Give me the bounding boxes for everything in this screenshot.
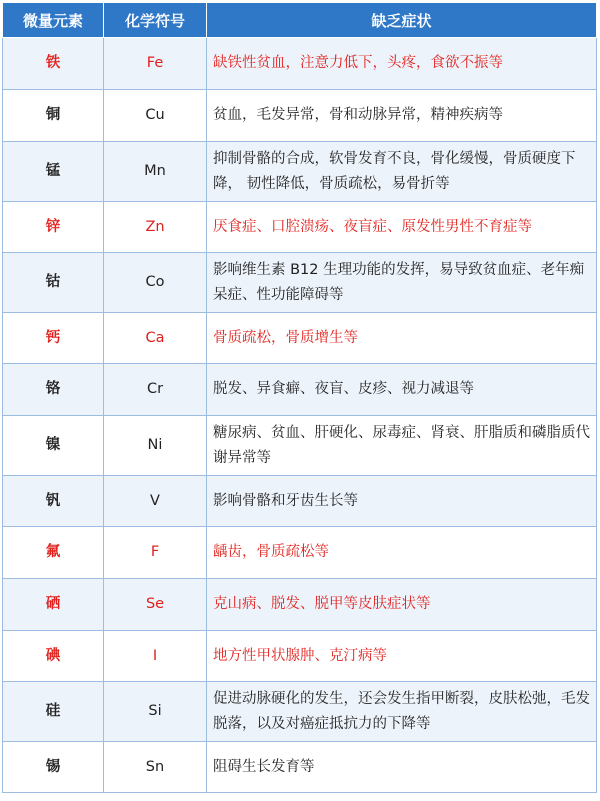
chemical-symbol-cell: F — [104, 527, 207, 579]
chemical-symbol-cell: Cu — [104, 90, 207, 142]
chemical-symbol-cell: Co — [104, 253, 207, 313]
column-header-element: 微量元素 — [3, 3, 104, 38]
table-body — [3, 38, 597, 793]
chemical-symbol-cell: Si — [104, 682, 207, 742]
element-name-cell: 锌 — [3, 202, 104, 253]
table-row — [3, 202, 597, 253]
chemical-symbol-cell: I — [104, 631, 207, 682]
element-name-cell: 锡 — [3, 742, 104, 793]
element-name-cell: 碘 — [3, 631, 104, 682]
table-header — [3, 3, 597, 38]
table-row — [3, 364, 597, 416]
element-name-cell: 铜 — [3, 90, 104, 142]
trace-elements-table — [2, 2, 597, 793]
chemical-symbol-cell: Ni — [104, 416, 207, 476]
table-row — [3, 90, 597, 142]
table-row — [3, 313, 597, 364]
deficiency-symptom-cell: 缺铁性贫血，注意力低下，头疼，食欲不振等 — [207, 38, 597, 90]
chemical-symbol-cell: Mn — [104, 142, 207, 202]
deficiency-symptom-cell: 骨质疏松，骨质增生等 — [207, 313, 597, 364]
table-row — [3, 527, 597, 579]
table-row — [3, 579, 597, 631]
element-name-cell: 硒 — [3, 579, 104, 631]
deficiency-symptom-cell: 促进动脉硬化的发生，还会发生指甲断裂，皮肤松弛，毛发脱落，以及对癌症抵抗力的下降等 — [207, 682, 597, 742]
deficiency-symptom-cell: 脱发、异食癖、夜盲、皮疹、视力减退等 — [207, 364, 597, 416]
deficiency-symptom-cell: 阻碍生长发育等 — [207, 742, 597, 793]
chemical-symbol-cell: V — [104, 476, 207, 527]
deficiency-symptom-cell: 贫血，毛发异常，骨和动脉异常，精神疾病等 — [207, 90, 597, 142]
element-name-cell: 铁 — [3, 38, 104, 90]
chemical-symbol-cell: Fe — [104, 38, 207, 90]
table-row — [3, 253, 597, 313]
column-header-symptom: 缺乏症状 — [207, 3, 597, 38]
table-row — [3, 682, 597, 742]
deficiency-symptom-cell: 克山病、脱发、脱甲等皮肤症状等 — [207, 579, 597, 631]
table-row — [3, 142, 597, 202]
deficiency-symptom-cell: 影响维生素 B12 生理功能的发挥，易导致贫血症、老年痴呆症、性功能障碍等 — [207, 253, 597, 313]
header-row — [3, 3, 597, 38]
table-row — [3, 742, 597, 793]
deficiency-symptom-cell: 地方性甲状腺肿、克汀病等 — [207, 631, 597, 682]
column-header-symbol: 化学符号 — [104, 3, 207, 38]
deficiency-symptom-cell: 抑制骨骼的合成，软骨发育不良，骨化缓慢，骨质硬度下降， 韧性降低，骨质疏松，易骨折等 — [207, 142, 597, 202]
deficiency-symptom-cell: 厌食症、口腔溃疡、夜盲症、原发性男性不育症等 — [207, 202, 597, 253]
deficiency-symptom-cell: 糖尿病、贫血、肝硬化、尿毒症、肾衰、肝脂质和磷脂质代谢异常等 — [207, 416, 597, 476]
table-row — [3, 631, 597, 682]
element-name-cell: 镍 — [3, 416, 104, 476]
chemical-symbol-cell: Sn — [104, 742, 207, 793]
element-name-cell: 锰 — [3, 142, 104, 202]
chemical-symbol-cell: Cr — [104, 364, 207, 416]
deficiency-symptom-cell: 龋齿，骨质疏松等 — [207, 527, 597, 579]
chemical-symbol-cell: Ca — [104, 313, 207, 364]
chemical-symbol-cell: Se — [104, 579, 207, 631]
chemical-symbol-cell: Zn — [104, 202, 207, 253]
element-name-cell: 氟 — [3, 527, 104, 579]
element-name-cell: 铬 — [3, 364, 104, 416]
deficiency-symptom-cell: 影响骨骼和牙齿生长等 — [207, 476, 597, 527]
element-name-cell: 硅 — [3, 682, 104, 742]
element-name-cell: 钴 — [3, 253, 104, 313]
table-row — [3, 476, 597, 527]
element-name-cell: 钒 — [3, 476, 104, 527]
table-row — [3, 416, 597, 476]
table-row — [3, 38, 597, 90]
element-name-cell: 钙 — [3, 313, 104, 364]
